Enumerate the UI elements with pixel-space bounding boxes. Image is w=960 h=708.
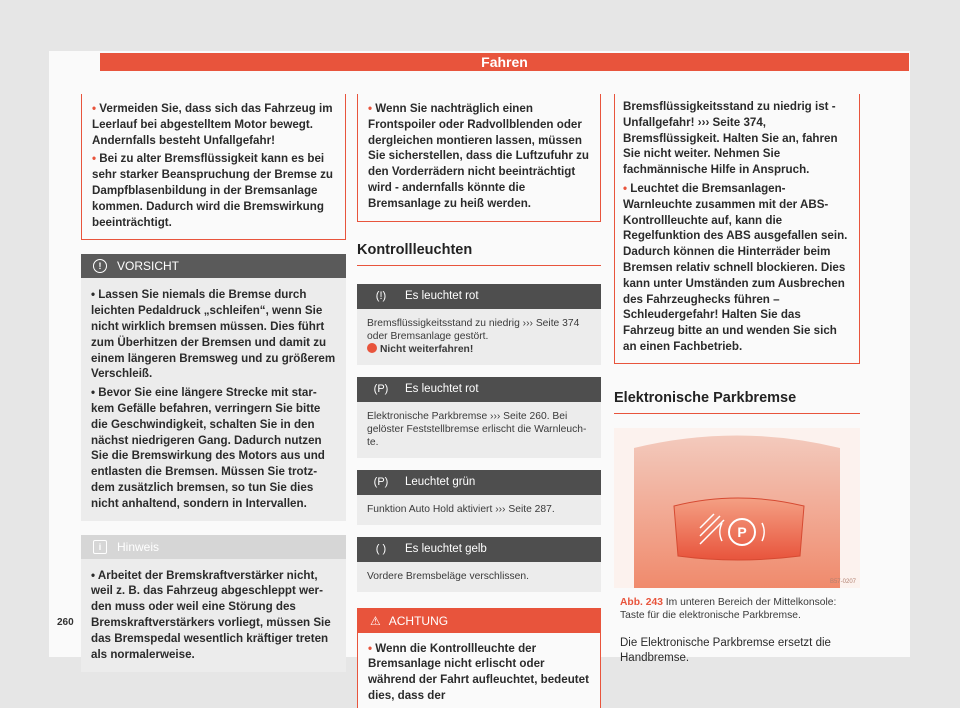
parking-brake-figure xyxy=(614,428,860,588)
svg-text:P: P xyxy=(737,523,747,540)
vorsicht-bullet-2: • Bevor Sie eine längere Strecke mit starkem Gefälle befahren, verringern Sie bitte die Geschwindigkeit, schalten Sie in den nächst niedrigeren Gang. Dadurch nutzen Sie die Bremswirkung des Motors aus und entlasten die Bremsen. Müssen Sie trotzdem zusätzlich bremsen, so tun Sie dies nicht anhaltend, sondern in Intervallen. xyxy=(91,386,325,510)
brake-pad-icon: ( ) xyxy=(375,543,387,556)
warning-triangle-icon: ⚠ xyxy=(370,613,381,628)
lamp-list xyxy=(357,284,601,592)
parking-brake-icon: (P) xyxy=(373,383,389,396)
lamp-item: (P) Es leuchtet rot Elektronische Parkbremse ››› Seite 260. Bei gelöster Feststellbremse erlischt die Warnleuchte. xyxy=(357,377,601,458)
chapter-header: Fahren xyxy=(100,53,909,71)
parking-brake-button-illustration xyxy=(614,428,860,588)
warning-continued-box-2 xyxy=(357,94,601,222)
section-title-kontrollleuchten: Kontrollleuchten xyxy=(357,242,601,266)
achtung-header: ⚠ ACHTUNG xyxy=(358,609,600,633)
achtung-continued-box xyxy=(614,94,860,364)
warning-bullet-2: • Bei zu alter Bremsflüssigkeit kann es bei sehr starker Beanspruchung der Bremse zu Dampfblasenbildung in der Bremsanlage kommen. Dadurch wird die Bremswirkung beeinträchtigt. xyxy=(92,152,333,229)
vorsicht-header: ! VORSICHT xyxy=(81,254,346,278)
spoiler-warning-bullet: • Wenn Sie nachträglich einen Frontspoiler oder Radvollblenden oder dergleichen montieren lassen, müssen Sie sicherstellen, dass die Luftzufuhr zu den Vorderrädern nicht beeinträchtigt wird - andernfalls könnte die Bremsanlage zu heiß werden. xyxy=(368,102,589,210)
section-title-parkbremse: Elektronische Parkbremse xyxy=(614,390,860,414)
column-2 xyxy=(357,96,601,708)
auto-hold-icon: (P) xyxy=(373,476,389,489)
abs-warning-bullet: • Leuchtet die Bremsanlagen-Warnleuchte zusammen mit der ABS-Kontrollleuchte auf, kann die Regelfunktion des ABS ausgefallen sein. Dadurch können die Hinterräder beim Bremsen relativ schnell blockieren. Dies kann unter Umständen zum Ausbrechen des Fahrzeughecks führen – Schleudergefahr! Halten Sie das Fahrzeug bitte an und wenden Sie sich an einen Fachbetrieb. xyxy=(623,181,848,353)
figure-caption: Abb. 243 Im unteren Bereich der Mittelkonsole: Taste für die elektronische Parkbremse. xyxy=(620,596,837,621)
stop-icon xyxy=(367,343,377,353)
page-number: 260 xyxy=(57,617,74,628)
vorsicht-box xyxy=(81,254,346,520)
body-paragraph: Die Elektronische Parkbremse ersetzt die Handbremse. xyxy=(620,636,831,664)
figure-code: B57-0207 xyxy=(829,578,856,585)
document-page xyxy=(49,51,910,702)
hinweis-bullet-1: • Arbeitet der Bremskraftverstärker nicht, weil z. B. das Fahrzeug abgeschleppt werden muss oder weil eine Störung des Bremskraftverstärkers vorliegt, müssen Sie das Bremspedal wesentlich kräftiger treten als normalerweise. xyxy=(91,568,331,661)
achtung-box xyxy=(357,608,601,708)
info-icon: i xyxy=(93,540,107,554)
achtung-continued-text: Bremsflüssigkeitsstand zu niedrig ist - Unfallgefahr! ››› Seite 374, Bremsflüssigkeit. Halten Sie an, fahren Sie nicht weiter. Nehmen Sie fachmännische Hilfe in Anspruch. xyxy=(623,100,838,177)
exclamation-icon: ! xyxy=(93,259,107,273)
achtung-bullet: • Wenn die Kontrollleuchte der Bremsanlage nicht erlischt oder während der Fahrt aufleuchtet, bedeutet dies, dass der xyxy=(368,641,589,702)
column-3 xyxy=(614,96,860,666)
lamp-item: ( ) Es leuchtet gelb Vordere Bremsbeläge verschlissen. xyxy=(357,537,601,592)
lamp-item: (!) Es leuchtet rot Bremsflüssigkeitsstand zu niedrig ››› Seite 374 oder Bremsanlage gestört. Nicht weiterfahren! xyxy=(357,284,601,365)
hinweis-box xyxy=(81,535,346,673)
warning-bullet-1: • Vermeiden Sie, dass sich das Fahrzeug im Leerlauf bei abgestelltem Motor bewegt. Andernfalls besteht Unfallgefahr! xyxy=(92,102,333,147)
hinweis-header: i Hinweis xyxy=(81,535,346,559)
warning-continued-box xyxy=(81,94,346,240)
lamp-item: (P) Leuchtet grün Funktion Auto Hold aktiviert ››› Seite 287. xyxy=(357,470,601,525)
vorsicht-bullet-1: • Lassen Sie niemals die Bremse durch leichten Pedaldruck „schleifen“, wenn Sie nicht wirklich bremsen müssen. Dies führt zum Überhitzen der Bremsen und damit zu einem längeren Bremsweg und zu größerem Verschleiß. xyxy=(91,288,336,381)
brake-warning-icon: (!) xyxy=(375,290,387,303)
column-1 xyxy=(81,96,346,672)
